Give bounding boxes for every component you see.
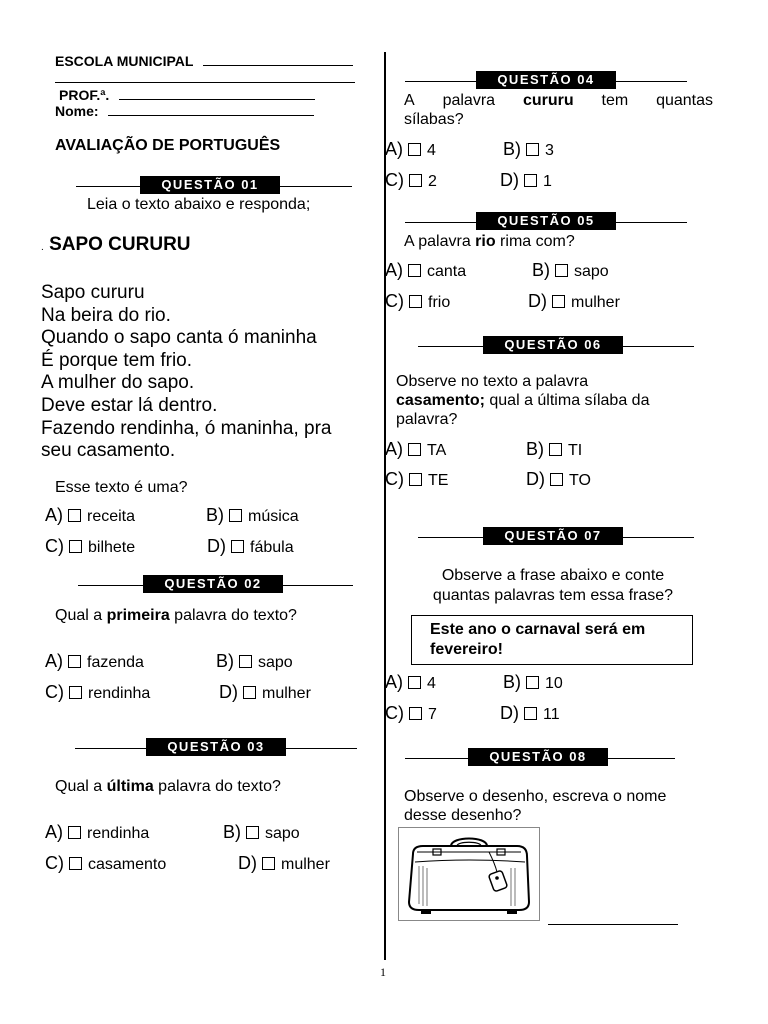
- q1-option-a[interactable]: A) receita: [45, 505, 136, 525]
- checkbox[interactable]: [68, 509, 81, 522]
- q4-option-d[interactable]: D) 1: [500, 170, 552, 190]
- q4-question-line1: A palavra cururu tem quantas: [404, 92, 713, 109]
- checkbox[interactable]: [409, 707, 422, 720]
- q8-question-line1: Observe o desenho, escreva o nome: [404, 788, 667, 805]
- school-blank[interactable]: [203, 52, 353, 66]
- school-line: [55, 52, 353, 69]
- poem-title-line: [41, 234, 191, 256]
- poem-line: É porque tem frio.: [41, 349, 193, 371]
- poem-line: Deve estar lá dentro.: [41, 394, 218, 416]
- checkbox[interactable]: [408, 264, 421, 277]
- q2-option-d[interactable]: D) mulher: [219, 682, 311, 702]
- q1-option-c[interactable]: C) bilhete: [45, 536, 136, 556]
- q3-option-a[interactable]: A) rendinha: [45, 822, 150, 842]
- poem: [41, 282, 331, 463]
- q6-question-line2: casamento; qual a última sílaba da: [396, 392, 650, 409]
- poem-line: Na beira do rio.: [41, 304, 171, 326]
- checkbox[interactable]: [239, 655, 252, 668]
- checkbox[interactable]: [555, 264, 568, 277]
- q2-label: QUESTÃO 02: [143, 575, 283, 593]
- poem-bullet: .: [41, 242, 44, 253]
- q1-question: Esse texto é uma?: [55, 479, 188, 496]
- q6-question-line1: Observe no texto a palavra: [396, 373, 589, 390]
- q1-option-d[interactable]: D) fábula: [207, 536, 294, 556]
- page-number: 1: [380, 965, 386, 979]
- prof-line: [59, 86, 315, 103]
- checkbox[interactable]: [408, 443, 421, 456]
- q6-question-line3: palavra?: [396, 411, 458, 428]
- name-line: [55, 102, 314, 119]
- school-continuation-line[interactable]: [55, 82, 355, 83]
- checkbox[interactable]: [408, 676, 421, 689]
- checkbox[interactable]: [262, 857, 275, 870]
- q4-option-b[interactable]: B) 3: [503, 139, 554, 159]
- checkbox[interactable]: [69, 686, 82, 699]
- q5-option-d[interactable]: D) mulher: [528, 291, 620, 311]
- q3-label: QUESTÃO 03: [146, 738, 286, 756]
- q5-question: A palavra rio rima com?: [404, 233, 575, 250]
- q1-instruction: Leia o texto abaixo e responda;: [87, 196, 311, 213]
- poem-line: seu casamento.: [41, 440, 176, 462]
- q7-sentence-line: Este ano o carnaval será em: [430, 621, 646, 638]
- q1-label: QUESTÃO 01: [140, 176, 280, 194]
- name-blank[interactable]: [108, 102, 314, 116]
- q7-question-line2: quantas palavras tem essa frase?: [432, 587, 674, 604]
- checkbox[interactable]: [408, 143, 421, 156]
- q4-label: QUESTÃO 04: [476, 71, 616, 89]
- q3-question: Qual a última palavra do texto?: [55, 778, 281, 795]
- q7-sentence-line: fevereiro!: [430, 641, 503, 658]
- q2-option-b[interactable]: B) sapo: [216, 651, 293, 671]
- checkbox[interactable]: [524, 707, 537, 720]
- poem-title: SAPO CURURU: [49, 234, 191, 255]
- checkbox[interactable]: [231, 540, 244, 553]
- q5-option-a[interactable]: A) canta: [385, 260, 467, 280]
- checkbox[interactable]: [243, 686, 256, 699]
- checkbox[interactable]: [229, 509, 242, 522]
- checkbox[interactable]: [68, 655, 81, 668]
- checkbox[interactable]: [409, 174, 422, 187]
- checkbox[interactable]: [550, 473, 563, 486]
- q7-option-a[interactable]: A) 4: [385, 672, 436, 692]
- name-label: Nome:: [55, 103, 99, 119]
- q6-label: QUESTÃO 06: [483, 336, 623, 354]
- checkbox[interactable]: [552, 295, 565, 308]
- poem-line: A mulher do sapo.: [41, 372, 195, 394]
- prof-label: PROF.ª.: [59, 87, 110, 103]
- q7-sentence-box: [411, 615, 693, 665]
- q7-label: QUESTÃO 07: [483, 527, 623, 545]
- suitcase-icon: [399, 828, 539, 920]
- q6-option-a[interactable]: A) TA: [385, 439, 447, 459]
- q5-option-b[interactable]: B) sapo: [532, 260, 609, 280]
- suitcase-drawing-frame: [398, 827, 540, 921]
- checkbox[interactable]: [69, 540, 82, 553]
- checkbox[interactable]: [409, 473, 422, 486]
- q5-label: QUESTÃO 05: [476, 212, 616, 230]
- q8-answer-line[interactable]: [548, 924, 678, 925]
- poem-line: Quando o sapo canta ó maninha: [41, 327, 317, 349]
- q2-option-a[interactable]: A) fazenda: [45, 651, 144, 671]
- exam-title: AVALIAÇÃO DE PORTUGUÊS: [55, 137, 281, 154]
- q4-option-a[interactable]: A) 4: [385, 139, 436, 159]
- q6-option-c[interactable]: C) TE: [385, 469, 449, 489]
- q8-question-line2: desse desenho?: [404, 807, 522, 824]
- q4-option-c[interactable]: C) 2: [385, 170, 437, 190]
- school-label: ESCOLA MUNICIPAL: [55, 53, 194, 69]
- poem-line: Sapo cururu: [41, 282, 145, 303]
- q2-option-c[interactable]: C) rendinha: [45, 682, 151, 702]
- q7-question-line1: Observe a frase abaixo e conte: [441, 567, 665, 584]
- q4-question-line2: sílabas?: [404, 111, 464, 128]
- checkbox[interactable]: [524, 174, 537, 187]
- q6-option-b[interactable]: B) TI: [526, 439, 583, 459]
- q3-option-b[interactable]: B) sapo: [223, 822, 300, 842]
- q7-option-d[interactable]: D) 11: [500, 703, 560, 723]
- checkbox[interactable]: [68, 826, 81, 839]
- checkbox[interactable]: [246, 826, 259, 839]
- prof-blank[interactable]: [119, 86, 315, 100]
- checkbox[interactable]: [526, 143, 539, 156]
- checkbox[interactable]: [69, 857, 82, 870]
- q7-option-b[interactable]: B) 10: [503, 672, 563, 692]
- q3-option-c[interactable]: C) casamento: [45, 853, 167, 873]
- checkbox[interactable]: [526, 676, 539, 689]
- q3-option-d[interactable]: D) mulher: [238, 853, 330, 873]
- checkbox[interactable]: [409, 295, 422, 308]
- poem-line: Fazendo rendinha, ó maninha, pra: [41, 417, 332, 439]
- q6-option-d[interactable]: D) TO: [526, 469, 591, 489]
- q7-option-c[interactable]: C) 7: [385, 703, 437, 723]
- q8-label: QUESTÃO 08: [468, 748, 608, 766]
- q5-option-c[interactable]: C) frio: [385, 291, 451, 311]
- q2-question: Qual a primeira palavra do texto?: [55, 607, 297, 624]
- q1-option-b[interactable]: B) música: [206, 505, 299, 525]
- checkbox[interactable]: [549, 443, 562, 456]
